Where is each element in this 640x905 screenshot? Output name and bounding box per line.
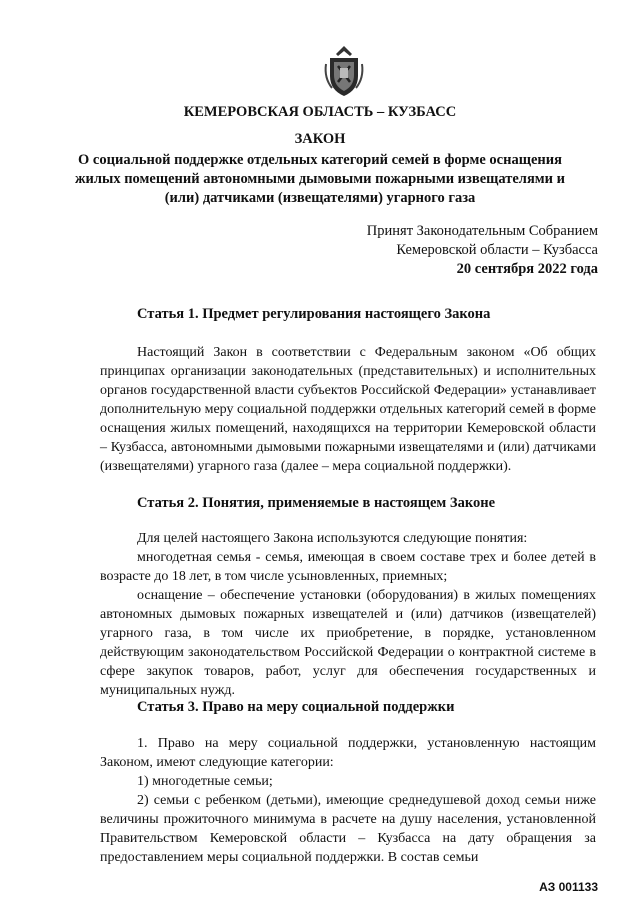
article-3-body [100, 734, 596, 867]
article-2-paragraph: Для целей настоящего Закона используются следующие понятия: [137, 531, 528, 546]
article-3-paragraph: 2) семьи с ребенком (детьми), имеющие среднедушевой доход семьи ниже величины прожиточного минимума в расчете на душу населения, установленной Правительством Кемеровской области – Кузбасса на дату обращения за предоставлением меры социальной поддержки. В состав семьи [100, 793, 596, 865]
region-heading: КЕМЕРОВСКАЯ ОБЛАСТЬ – КУЗБАСС [183, 104, 457, 120]
document-type-heading: ЗАКОН [294, 131, 346, 147]
article-2-paragraph: оснащение – обеспечение установки (оборудования) в жилых помещениях автономных дымовых пожарных извещателей и (или) датчиков (извещателей) угарного газа, в том числе их приобретение, в порядке, установленном действующим законодательством Российской Федерации о контрактной системе в сфере закупок товаров, работ, услуг для обеспечения государственных и муниципальных нужд. [100, 588, 596, 698]
article-3-heading: Статья 3. Право на меру социальной поддержки [137, 699, 455, 715]
article-1-body [100, 343, 596, 476]
adoption-block [367, 222, 598, 279]
adoption-date: 20 сентября 2022 года [456, 261, 598, 277]
article-1-paragraph: Настоящий Закон в соответствии с Федеральным законом «Об общих принципах организации законодательных (представительных) и исполнительных органов государственной власти субъектов Российской Федерации» устанавливает дополнительную меру социальной поддержки отдельных категорий семей в форме оснащения жилых помещений, находящихся на территории Кемеровской области – Кузбасса, автономными дымовыми пожарными извещателями и (или) датчиками (извещателями) угарного газа (далее – мера социальной поддержки). [100, 345, 596, 474]
form-serial-number: АЗ 001133 [539, 880, 598, 894]
adoption-line-1: Принят Законодательным Собранием [366, 223, 598, 239]
article-2-body [100, 529, 596, 700]
article-3-paragraph: 1) многодетные семьи; [137, 774, 273, 789]
article-3-paragraph: 1. Право на меру социальной поддержки, установленную настоящим Законом, имеют следующие категории: [100, 736, 596, 770]
article-2-paragraph: многодетная семья - семья, имеющая в своем составе трех и более детей в возрасте до 18 лет, в том числе усыновленных, приемных; [100, 550, 596, 584]
adoption-line-2: Кемеровской области – Кузбасса [396, 242, 598, 258]
law-title: О социальной поддержке отдельных категорий семей в форме оснащения жилых помещений автономными дымовыми пожарными извещателями и (или) датчиками (извещателями) угарного газа [75, 152, 565, 206]
article-1-heading: Статья 1. Предмет регулирования настоящего Закона [137, 306, 491, 322]
article-2-heading: Статья 2. Понятия, применяемые в настоящем Законе [137, 495, 496, 511]
coat-of-arms-emblem [322, 42, 366, 98]
